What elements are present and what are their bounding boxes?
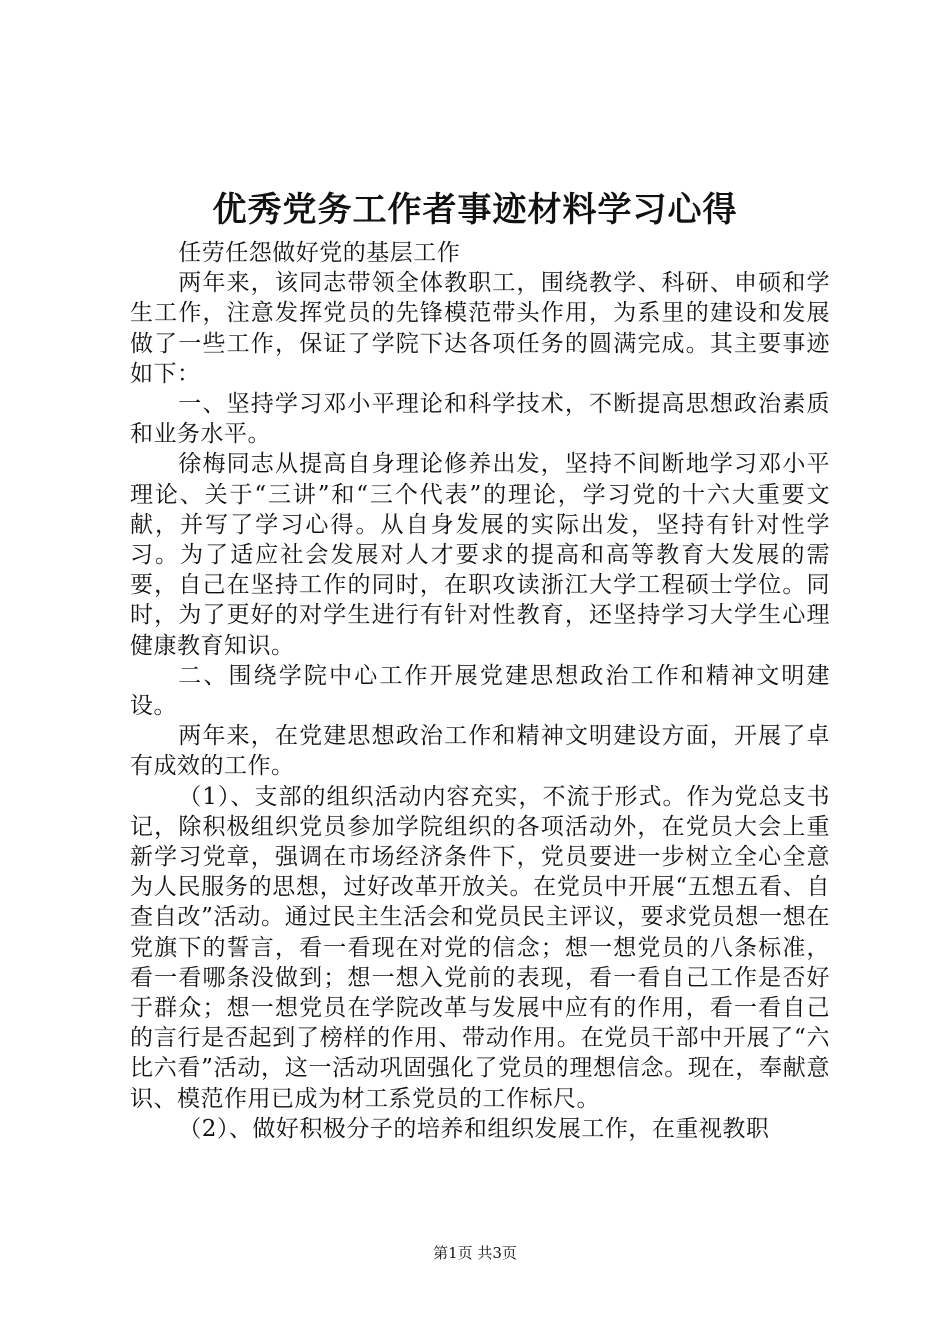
body-paragraph: 徐梅同志从提高自身理论修养出发，坚持不间断地学习邓小平理论、关于“三讲”和“三个代表”的理论，学习党的十六大重要文献，并写了学习心得。从自身发展的实际出发，坚持有针对性学习。为了适应社会发展对人才要求的提高和高等教育大发展的需要，自己在坚持工作的同时，在职攻读浙江大学工程硕士学位。同时，为了更好的对学生进行有针对性教育，还坚持学习大学生心理健康教育知识。 (130, 451, 830, 659)
body-paragraph: 两年来，该同志带领全体教职工，围绕教学、科研、申硕和学生工作，注意发挥党员的先锋模范带头作用，为系里的建设和发展做了一些工作，保证了学院下达各项任务的圆满完成。其主要事迹如下： (130, 270, 830, 387)
section-heading: 二、围绕学院中心工作开展党建思想政治工作和精神文明建设。 (130, 662, 830, 720)
page-footer: 第1页 共3页 (433, 1244, 517, 1262)
section-heading: 一、坚持学习邓小平理论和科学技术，不断提高思想政治素质和业务水平。 (130, 391, 830, 448)
body-paragraph: （1）、支部的组织活动内容充实，不流于形式。作为党总支书记，除积极组织党员参加学院组织的各项活动外，在党员大会上重新学习党章，强调在市场经济条件下，党员要进一步树立全心全意为人民服务的思想，过好改革开放关。在党员中开展“五想五看、自查自改”活动。通过民主生活会和党员民主评议，要求党员想一想在党旗下的誓言，看一看现在对党的信念；想一想党员的八条标准，看一看哪条没做到；想一想入党前的表现，看一看自己工作是否好于群众；想一想党员在学院改革与发展中应有的作用，看一看自己的言行是否起到了榜样的作用、带动作用。在党员干部中开展了“六比六看”活动，这一活动巩固强化了党员的理想信念。现在，奉献意识、模范作用已成为材工系党员的工作标尺。 (130, 783, 830, 1112)
document-body (130, 238, 830, 1144)
document-title: 优秀党务工作者事迹材料学习心得 (212, 190, 738, 230)
subtitle-paragraph: 任劳任怨做好党的基层工作 (178, 240, 461, 266)
body-paragraph: （2）、做好积极分子的培养和组织发展工作，在重视教职 (178, 1115, 770, 1142)
body-paragraph: 两年来，在党建思想政治工作和精神文明建设方面，开展了卓有成效的工作。 (130, 723, 830, 780)
